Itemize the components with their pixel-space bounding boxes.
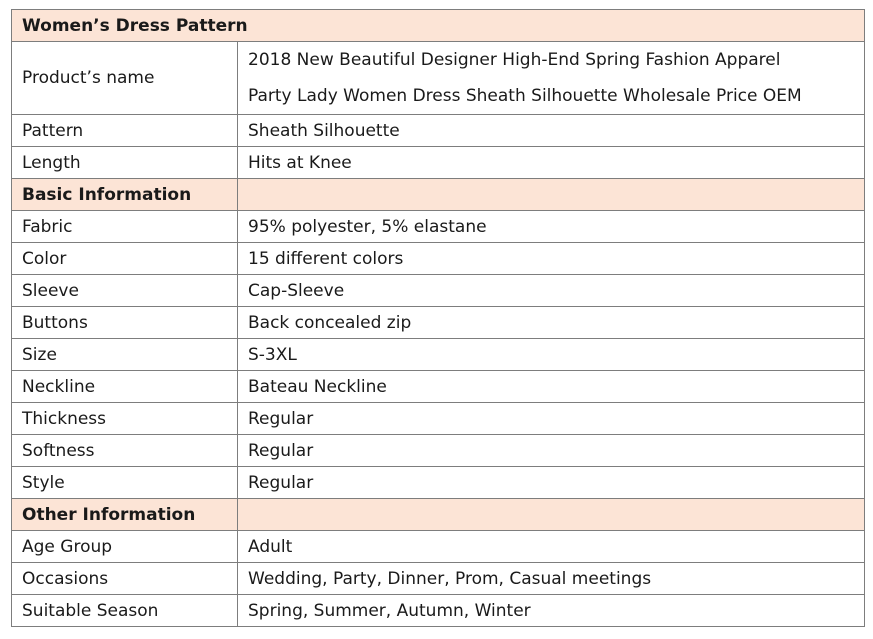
table-row [12, 531, 865, 563]
row-label: Pattern [12, 115, 238, 147]
row-value: S-3XL [238, 339, 865, 371]
table-row [12, 339, 865, 371]
row-label: Neckline [12, 371, 238, 403]
row-value: Back concealed zip [238, 307, 865, 339]
product-name-line-2: Party Lady Women Dress Sheath Silhouette Wholesale Price OEM [248, 86, 802, 106]
row-value: Cap-Sleeve [238, 275, 865, 307]
title-row [12, 10, 865, 42]
row-label: Suitable Season [12, 595, 238, 627]
row-value: 95% polyester, 5% elastane [238, 211, 865, 243]
table-row [12, 211, 865, 243]
row-value: Regular [238, 403, 865, 435]
row-value: Regular [238, 467, 865, 499]
section-header-basic [12, 179, 865, 211]
table-row [12, 307, 865, 339]
row-label: Style [12, 467, 238, 499]
row-value: Wedding, Party, Dinner, Prom, Casual meetings [238, 563, 865, 595]
section-header-other [12, 499, 865, 531]
row-value: Spring, Summer, Autumn, Winter [238, 595, 865, 627]
table-row [12, 42, 865, 115]
row-value: 15 different colors [238, 243, 865, 275]
product-name-line-1: 2018 New Beautiful Designer High-End Spring Fashion Apparel [248, 50, 781, 70]
row-label: Sleeve [12, 275, 238, 307]
section-heading-spacer [238, 179, 865, 211]
row-label: Size [12, 339, 238, 371]
table-row [12, 243, 865, 275]
table-row [12, 115, 865, 147]
table-row [12, 563, 865, 595]
table-row [12, 275, 865, 307]
row-label: Fabric [12, 211, 238, 243]
section-heading: Other Information [12, 499, 238, 531]
row-label: Thickness [12, 403, 238, 435]
row-label: Age Group [12, 531, 238, 563]
row-value: Sheath Silhouette [238, 115, 865, 147]
row-value: Bateau Neckline [238, 371, 865, 403]
row-label: Product’s name [12, 42, 238, 115]
section-heading: Basic Information [12, 179, 238, 211]
row-value [238, 42, 865, 115]
table-row [12, 595, 865, 627]
row-label: Length [12, 147, 238, 179]
row-value: Adult [238, 531, 865, 563]
row-value: Hits at Knee [238, 147, 865, 179]
table-row [12, 147, 865, 179]
section-heading-spacer [238, 499, 865, 531]
table-row [12, 435, 865, 467]
row-label: Softness [12, 435, 238, 467]
row-label: Buttons [12, 307, 238, 339]
table-row [12, 371, 865, 403]
row-value: Regular [238, 435, 865, 467]
table-row [12, 467, 865, 499]
row-label: Color [12, 243, 238, 275]
row-label: Occasions [12, 563, 238, 595]
product-spec-table [11, 9, 865, 627]
table-row [12, 403, 865, 435]
table-title: Women’s Dress Pattern [12, 10, 865, 42]
